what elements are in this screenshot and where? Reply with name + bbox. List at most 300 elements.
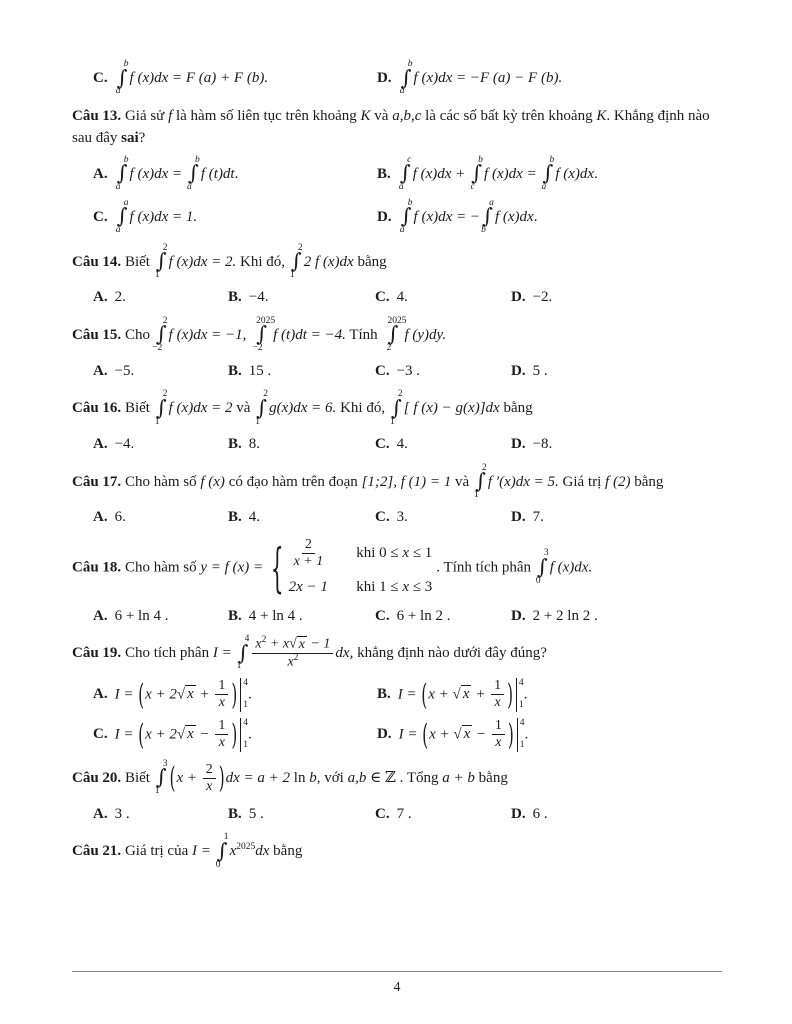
text: 2 + 2 ln 2 . (532, 607, 598, 624)
text: 6 . (532, 805, 548, 822)
text: . Khẳng định nào sau đây (72, 107, 710, 147)
text: −2. (532, 289, 553, 306)
math-text: x (255, 636, 262, 652)
evaluation-bar (240, 718, 241, 752)
question-label: Câu 13. (72, 107, 122, 124)
option (93, 678, 377, 712)
integral-lower-limit: 1 (255, 416, 261, 427)
square-root (453, 685, 472, 702)
radicand (185, 685, 196, 702)
integral-upper-limit: 3 (543, 548, 549, 559)
text: ln (293, 769, 310, 786)
case-condition (356, 576, 432, 599)
text: . (234, 165, 239, 182)
fraction (252, 636, 333, 671)
text: 4. (248, 509, 261, 526)
case-expression (289, 576, 328, 599)
left-brace-icon: { (270, 536, 284, 599)
option-key: C. (375, 436, 390, 453)
option-key: A. (93, 436, 108, 453)
fraction-numerator (491, 678, 504, 695)
text: 2. (114, 289, 126, 306)
text: 1 (494, 678, 502, 694)
math-text: x (287, 654, 294, 670)
text: là hàm số liên tục trên khoảng (172, 107, 361, 124)
integral-sign: ∫ (256, 395, 268, 420)
integral-upper-limit: b (195, 154, 200, 165)
math-text: f (x)dx = (484, 165, 541, 182)
options-row (93, 678, 722, 712)
text: 6 + ln 2 . (396, 607, 451, 624)
question-stem (72, 464, 722, 501)
option (93, 718, 377, 752)
option-key: A. (93, 686, 108, 703)
integral-upper-limit: b (407, 59, 413, 69)
math-text: a,b (347, 769, 367, 786)
question-block (72, 105, 722, 236)
math-text: f (x)dx = (129, 165, 186, 182)
math-text: x (402, 545, 410, 562)
option-key: C. (93, 69, 108, 86)
math-text: x (218, 735, 225, 751)
option (93, 506, 228, 529)
fraction-denominator (284, 654, 301, 671)
question-block (72, 635, 722, 752)
paren: ( (422, 717, 429, 752)
options-row (93, 803, 722, 826)
question-label: Câu 16. (72, 400, 122, 417)
math-text: dx, (335, 644, 354, 661)
option-key: B. (228, 289, 242, 306)
option-key: D. (511, 436, 526, 453)
radicand (297, 636, 307, 652)
radical-sign: √ (176, 726, 186, 743)
fraction-numerator (215, 718, 228, 735)
option (228, 506, 375, 529)
option-key: D. (377, 208, 392, 225)
text: có đạo hàm trên đoạn (224, 473, 362, 490)
question-block (72, 833, 722, 870)
integral-sign: ∫ (400, 204, 412, 229)
math-text: K (360, 107, 371, 124)
text: Cho hàm số (124, 559, 201, 576)
option-key: D. (511, 362, 526, 379)
integral-sign: ∫ (116, 204, 128, 229)
math-text: [1;2], f (1) = 1 (361, 473, 452, 490)
radicand (461, 685, 472, 702)
integral-lower-limit: 1 (154, 786, 160, 797)
integral (217, 833, 228, 870)
option (228, 286, 375, 309)
fraction (492, 718, 505, 751)
question-stem (72, 760, 722, 797)
integral-lower-limit: 1 (474, 489, 479, 500)
integral-lower-limit: a (115, 225, 121, 236)
integral-lower-limit: a (115, 182, 121, 193)
text: 3. (396, 509, 408, 526)
option-key: D. (377, 726, 392, 743)
math-text: f (x)dx = 1. (129, 208, 198, 225)
questions-container (72, 54, 722, 878)
option (93, 433, 228, 456)
piecewise-function (271, 537, 432, 599)
question-stem (72, 244, 722, 281)
math-text: f ′(x)dx = 5. (487, 473, 559, 490)
question-block (72, 760, 722, 825)
integral (401, 60, 412, 97)
integral-lower-limit: a (398, 182, 404, 193)
text: −8. (532, 436, 553, 453)
text: . (524, 726, 529, 743)
question-block (72, 60, 722, 97)
fraction-numerator (302, 537, 315, 554)
integral-upper-limit: 2 (482, 462, 487, 473)
text: Biết (124, 400, 154, 417)
option-key: C. (375, 509, 390, 526)
options-row (93, 199, 722, 236)
square-root (453, 725, 472, 742)
question-label: Câu 19. (72, 644, 122, 661)
integral-lower-limit: 0 (215, 859, 221, 870)
question-label: Câu 20. (72, 769, 122, 786)
option (93, 60, 377, 97)
upper-limit: 4 (519, 717, 525, 728)
math-text: a,b,c (392, 107, 422, 124)
text: 4. (396, 436, 408, 453)
option (511, 360, 722, 383)
integral-sign: ∫ (390, 395, 402, 420)
text: −5. (114, 362, 135, 379)
text: ? (138, 130, 146, 147)
integral (537, 549, 548, 586)
option (511, 605, 722, 628)
upper-limit: 4 (243, 677, 248, 688)
math-text: f (t)dt (200, 165, 235, 182)
options-row (93, 360, 722, 383)
math-text: + (195, 686, 214, 703)
option (93, 360, 228, 383)
text: . Tính tích phân (436, 559, 535, 576)
option (377, 60, 722, 97)
text: 4. (396, 289, 408, 306)
text: 7 . (396, 805, 412, 822)
math-text: b (309, 769, 317, 786)
text: Giả sử (124, 107, 169, 124)
option-key: B. (228, 607, 242, 624)
text: là các số bất kỳ trên khoảng (421, 107, 597, 124)
math-text: f (x)dx (555, 165, 595, 182)
integral-sign: ∫ (542, 161, 554, 186)
integral-lower-limit: a (399, 86, 405, 97)
superscript (294, 653, 299, 663)
option-key: B. (228, 805, 242, 822)
option-key: C. (93, 726, 108, 743)
integral-upper-limit: 2 (397, 389, 403, 400)
integral-sign: ∫ (155, 249, 167, 274)
math-text: f (t)dt = −4. (273, 326, 346, 343)
upper-limit: 4 (518, 677, 524, 688)
math-text: x + (428, 686, 453, 703)
math-text: I = (114, 686, 138, 703)
math-text: I = (114, 726, 138, 743)
question-label: Câu 14. (72, 253, 122, 270)
text: Biết (124, 769, 154, 786)
math-text: f (x)dx + (412, 165, 470, 182)
text: Khi đó, (336, 400, 389, 417)
integral-upper-limit: 2 (162, 389, 168, 400)
option-key: B. (228, 509, 242, 526)
exponent: 2 (261, 635, 267, 646)
integral-sign: ∫ (155, 395, 167, 420)
integral (117, 199, 128, 236)
integral (391, 390, 402, 427)
text: và (370, 107, 393, 124)
text: 7. (532, 509, 544, 526)
option-key: A. (93, 509, 108, 526)
integral (152, 315, 168, 354)
text: 1 (494, 718, 502, 734)
option-key: A. (93, 289, 108, 306)
integral-upper-limit: 2025 (387, 315, 407, 326)
math-text: x (462, 686, 470, 703)
paren: ) (231, 677, 238, 712)
integral-lower-limit: 1 (389, 416, 395, 427)
option (228, 360, 375, 383)
integral-upper-limit: b (549, 154, 555, 165)
question-stem (72, 537, 722, 599)
math-text: f (x)dx = − (413, 208, 481, 225)
option (93, 803, 228, 826)
question-label: Câu 17. (72, 473, 122, 490)
text: Tính (345, 326, 382, 343)
math-text: 2 f (x)dx (303, 253, 354, 270)
integral-lower-limit: a (399, 225, 405, 236)
text: Cho tích phân (124, 644, 213, 661)
option (375, 803, 511, 826)
paren: ) (507, 677, 513, 712)
square-root (177, 685, 196, 702)
option (377, 718, 722, 752)
options-row (93, 506, 722, 529)
text: . (248, 726, 252, 743)
question-block (72, 244, 722, 309)
math-text: [ f (x) − g(x)]dx (403, 400, 500, 417)
integral-sign: ∫ (155, 765, 167, 790)
math-text: − 1 (306, 636, 331, 652)
math-text: f (x) (200, 473, 225, 490)
options-row (93, 605, 722, 628)
integral-upper-limit: 2 (162, 242, 168, 253)
integral-sign: ∫ (256, 322, 268, 347)
exponent: 2025 (236, 842, 256, 853)
integral (252, 315, 276, 354)
text: 8. (248, 436, 261, 453)
integral-lower-limit: a (187, 182, 192, 193)
fraction-denominator (216, 695, 228, 711)
question-block (72, 317, 722, 382)
option-key: D. (511, 607, 526, 624)
integral-sign: ∫ (216, 838, 228, 863)
integral-lower-limit: 1 (289, 269, 295, 280)
math-text: dx (255, 843, 270, 860)
options-row (93, 718, 722, 752)
fraction-numerator (492, 718, 505, 735)
text: Giá trị của (124, 843, 192, 860)
text: 4 + ln 4 . (248, 607, 303, 624)
integral-sign: ∫ (471, 161, 483, 186)
integral-sign: ∫ (399, 161, 411, 186)
integral-sign: ∫ (482, 204, 493, 229)
integral-lower-limit: 1 (154, 269, 160, 280)
case-expression (289, 537, 329, 570)
integral-sign: ∫ (116, 161, 128, 186)
text: bằng (269, 843, 303, 860)
exponent: 2 (293, 653, 299, 664)
integral-sign: ∫ (155, 322, 167, 347)
text: 2 (205, 761, 213, 777)
integral-sign: ∫ (536, 554, 548, 579)
option (93, 286, 228, 309)
radicand (185, 725, 196, 742)
lower-limit: 1 (243, 740, 248, 751)
math-text: y = f (x) = (200, 559, 267, 576)
integral (383, 315, 407, 354)
fraction-numerator (203, 762, 216, 779)
integral (482, 199, 493, 236)
math-text: f (x)dx = −1, (168, 326, 251, 343)
math-text: g(x)dx = 6. (269, 400, 337, 417)
text: và (451, 473, 473, 490)
superscript (236, 842, 255, 852)
text: bằng (630, 473, 664, 490)
integral-lower-limit: 1 (154, 416, 160, 427)
integral-upper-limit: 2025 (256, 315, 276, 326)
lower-limit: 1 (519, 740, 525, 751)
option-key: D. (511, 805, 526, 822)
math-text: x + 1 (293, 554, 324, 569)
option (375, 506, 511, 529)
integral-lower-limit: 2 (386, 343, 392, 354)
option (377, 199, 722, 236)
integral-upper-limit: 2 (297, 242, 303, 253)
integral-upper-limit: 4 (244, 634, 250, 645)
cases-rows (289, 537, 433, 599)
lower-limit: 1 (518, 700, 524, 711)
bold-text: sai (121, 130, 139, 147)
fraction (203, 762, 216, 795)
text: bằng (499, 400, 533, 417)
option (511, 506, 722, 529)
question-label: Câu 15. (72, 326, 122, 343)
integral-lower-limit: −2 (252, 343, 263, 354)
integral (117, 156, 128, 193)
integral-upper-limit: b (123, 59, 129, 69)
integral-sign: ∫ (290, 249, 302, 274)
question-block (72, 390, 722, 455)
option (93, 605, 228, 628)
integral-upper-limit: b (478, 154, 483, 165)
text: Cho hàm số (124, 473, 201, 490)
math-text: x + (429, 726, 454, 743)
integral-upper-limit: 1 (223, 832, 229, 843)
fraction-denominator (291, 554, 327, 570)
text: . (248, 686, 252, 703)
fraction-denominator (492, 735, 504, 751)
option-key: C. (375, 607, 390, 624)
option-key: A. (93, 165, 108, 182)
text: . (533, 208, 538, 225)
text: bằng (353, 253, 387, 270)
integral-lower-limit: 0 (535, 575, 541, 586)
math-text: I = (212, 644, 236, 661)
option (377, 156, 722, 193)
question-stem (72, 105, 722, 150)
option-key: C. (375, 805, 390, 822)
text: khẳng định nào dưới đây đúng? (353, 644, 547, 661)
option-key: D. (511, 509, 526, 526)
integral-upper-limit: 2 (263, 389, 269, 400)
question-stem (72, 317, 722, 354)
math-text: f (x)dx. (549, 559, 593, 576)
integral-sign: ∫ (116, 65, 128, 90)
fraction-numerator (215, 678, 228, 695)
page-footer (72, 971, 722, 998)
option-key: A. (93, 607, 108, 624)
integral-sign: ∫ (474, 469, 486, 494)
question-stem (72, 635, 722, 672)
text: Khi đó, (236, 253, 289, 270)
math-text: I = (192, 843, 215, 860)
fraction (215, 718, 228, 751)
integral-upper-limit: b (123, 154, 129, 165)
option (377, 678, 722, 712)
text: Biết (124, 253, 154, 270)
math-text: x (494, 695, 501, 711)
math-text: − (195, 726, 214, 743)
fraction-denominator (491, 695, 503, 711)
math-text: f (x)dx = F (a) + F (b). (129, 69, 269, 86)
integral-lower-limit: −2 (152, 343, 163, 354)
option-key: B. (377, 165, 391, 182)
integral (188, 156, 199, 193)
paren: ( (421, 677, 428, 712)
square-root (177, 725, 196, 742)
integral (237, 635, 248, 672)
integral-sign: ∫ (187, 161, 199, 186)
paren: ) (507, 717, 514, 752)
math-text: 2x − 1 (288, 579, 328, 596)
option-key: C. (375, 289, 390, 306)
integral-upper-limit: 2 (162, 315, 168, 326)
math-text: f (x)dx = 2 (168, 400, 233, 417)
fraction (291, 537, 327, 570)
fraction (215, 678, 228, 711)
math-text: x (298, 636, 305, 652)
fraction (491, 678, 504, 711)
math-text: x + 2 (145, 726, 177, 743)
option-key: B. (228, 362, 242, 379)
integral (156, 244, 167, 281)
question-block (72, 537, 722, 627)
fraction-denominator (216, 735, 228, 751)
evaluation-limits (240, 678, 248, 712)
fraction-numerator (252, 636, 333, 654)
integral-upper-limit: a (123, 197, 129, 208)
math-text: x (187, 726, 194, 743)
integral-lower-limit: 1 (236, 661, 242, 672)
question-block (72, 464, 722, 529)
integral-sign: ∫ (237, 640, 249, 665)
